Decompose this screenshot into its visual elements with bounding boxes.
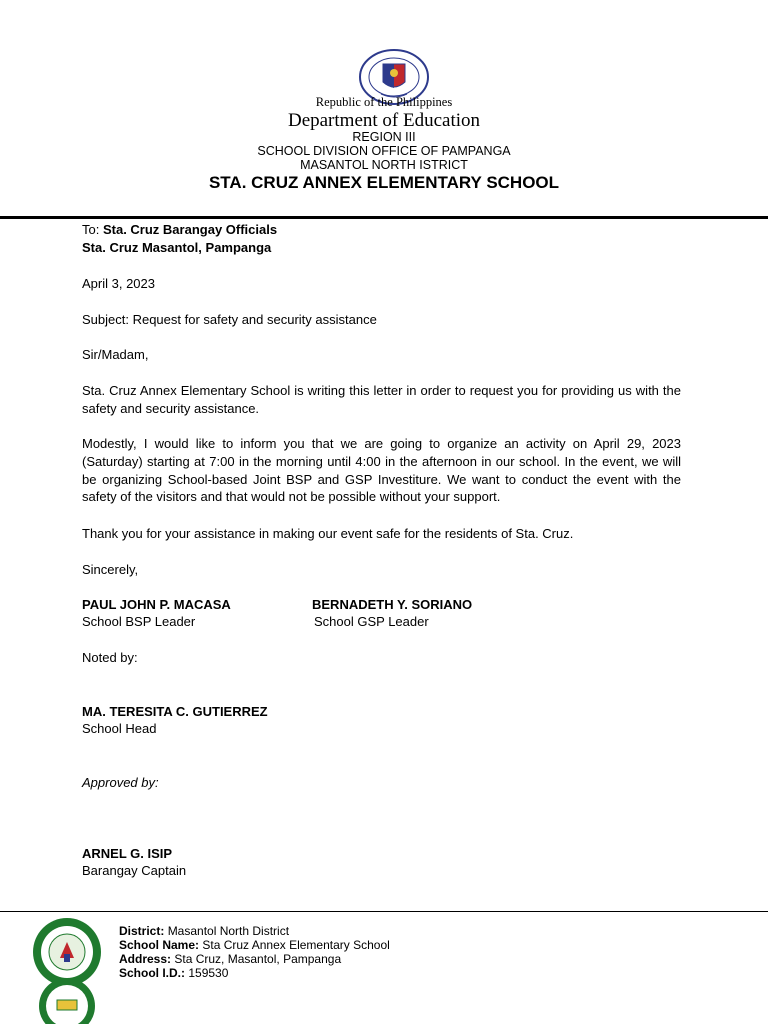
footer-district	[119, 924, 289, 938]
footer-school-id	[119, 966, 228, 980]
paragraph-3: Thank you for your assistance in making our event safe for the residents of Sta. Cruz.	[82, 526, 574, 541]
district-line: MASANTOL NORTH ISTRICT	[300, 158, 468, 172]
region-line: REGION III	[352, 130, 416, 144]
school-id-value: 159530	[188, 966, 229, 980]
school-title: STA. CRUZ ANNEX ELEMENTARY SCHOOL	[208, 173, 560, 192]
approved-label: Approved by:	[82, 775, 159, 790]
second-logo-icon	[39, 978, 95, 1024]
school-name-value: Sta Cruz Annex Elementary School	[202, 938, 390, 952]
approved-title: Barangay Captain	[82, 863, 187, 878]
address-value: Sta Cruz, Masantol, Pampanga	[174, 952, 342, 966]
to-prefix: To:	[82, 222, 103, 237]
header-divider	[0, 216, 768, 219]
recipient-address: Sta. Cruz Masantol, Pampanga	[82, 240, 272, 255]
school-id-label: School I.D.:	[119, 966, 185, 980]
paragraph-1: Sta. Cruz Annex Elementary School is writing this letter in order to request you for providing us with the safety and security assistance.	[82, 383, 681, 416]
signer2-title: School GSP Leader	[314, 614, 429, 629]
approved-name: ARNEL G. ISIP	[82, 846, 173, 861]
division-line: SCHOOL DIVISION OFFICE OF PAMPANGA	[257, 144, 511, 158]
signer2-name: BERNADETH Y. SORIANO	[312, 597, 473, 612]
footer-school-name	[119, 938, 390, 952]
noted-label: Noted by:	[82, 650, 138, 665]
address-label: Address:	[119, 952, 172, 966]
to-name: Sta. Cruz Barangay Officials	[102, 222, 278, 237]
signer1-title: School BSP Leader	[82, 614, 196, 629]
footer-divider	[0, 911, 768, 912]
footer-address	[119, 952, 341, 966]
letter-date: April 3, 2023	[82, 276, 155, 291]
district-value: Masantol North District	[167, 924, 290, 938]
noted-title: School Head	[82, 721, 157, 736]
salutation: Sir/Madam,	[82, 347, 149, 362]
school-name-label: School Name:	[119, 938, 200, 952]
school-logos	[30, 914, 104, 1024]
letter-subject: Subject: Request for safety and security assistance	[82, 312, 377, 327]
department-title: Department of Education	[287, 110, 481, 131]
paragraph-2: Modestly, I would like to inform you that we are going to organize an activity on April 29, 2023 (Saturday) starting at 7:00 in the morning until 4:00 in the afternoon in our school. In the event, we will be organizing School-based Joint BSP and GSP Investiture. We want to conduct the event with the safety of the visitors and that would not be possible without your support.	[82, 436, 681, 505]
republic-line: Republic of the Philippines	[315, 95, 453, 109]
noted-name: MA. TERESITA C. GUTIERREZ	[82, 704, 268, 719]
recipient-name	[82, 221, 277, 239]
closing: Sincerely,	[82, 562, 139, 577]
signer1-name: PAUL JOHN P. MACASA	[82, 597, 231, 612]
school-logo-icon	[33, 918, 101, 986]
district-label: District:	[119, 924, 165, 938]
